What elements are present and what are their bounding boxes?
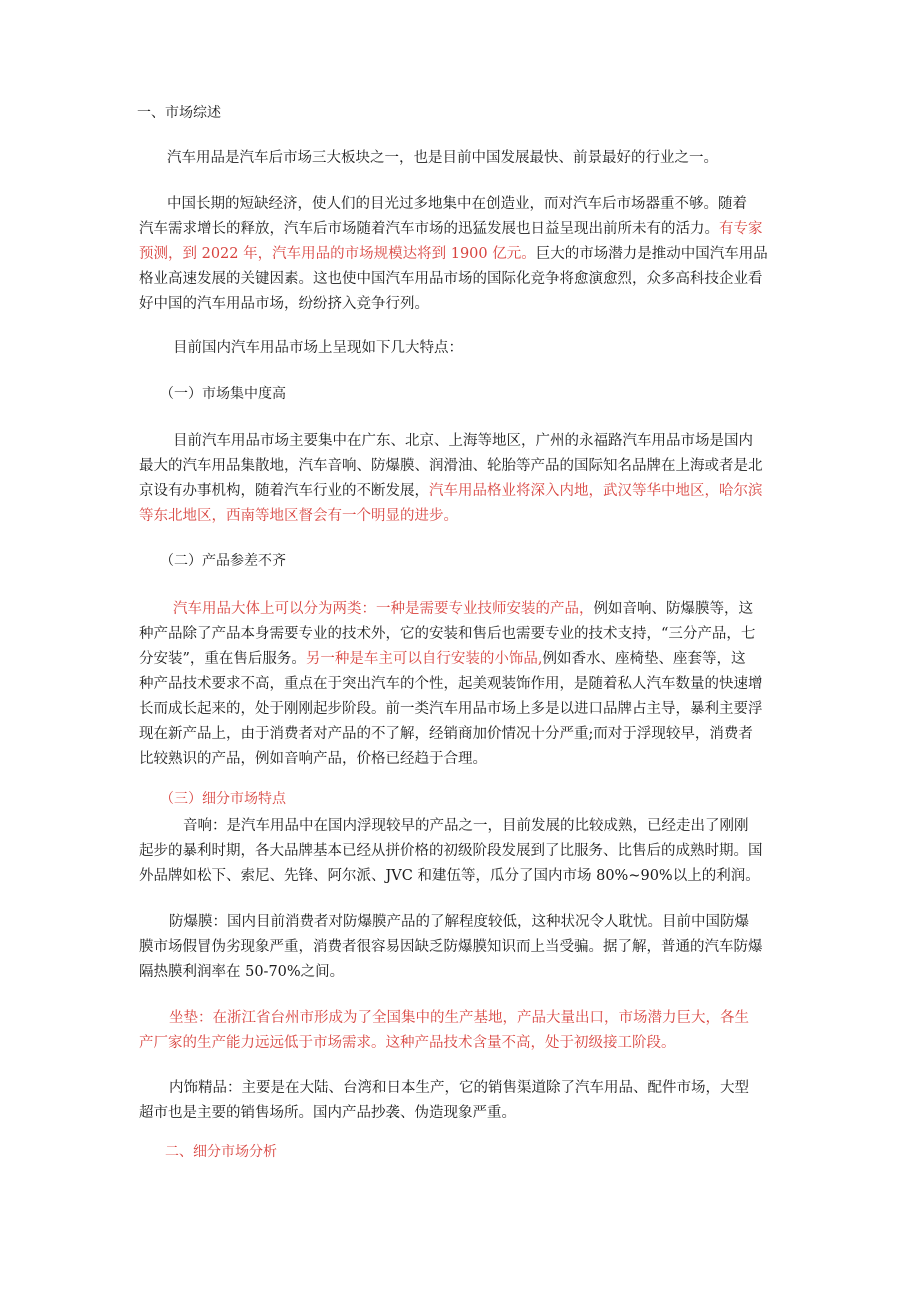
highlight-text: 汽车用品大体上可以分为两类：一种是需要专业技师安装的产品， bbox=[173, 601, 594, 617]
paragraph-line bbox=[139, 242, 799, 267]
paragraph-line: 防爆膜：国内目前消费者对防爆膜产品的了解程度较低，这种状况令人耽忧。目前中国防爆 bbox=[169, 914, 749, 930]
paragraph-line: 中国长期的短缺经济，使人们的目光过多地集中在创造业，而对汽车后市场器重不够。随着 bbox=[167, 196, 747, 212]
paragraph-line: 超市也是主要的销售场所。国内产品抄袭、伪造现象严重。 bbox=[139, 1105, 516, 1121]
paragraph-line bbox=[139, 479, 799, 504]
section-2-heading: 二、细分市场分析 bbox=[165, 1144, 277, 1160]
paragraph-text: 例如音响、防爆膜等，这 bbox=[593, 601, 753, 617]
highlight-line: 产厂家的生产能力远远低于市场需求。这种产品技术含量不高，处于初级接工阶段。 bbox=[139, 1035, 676, 1051]
highlight-line: 坐垫：在浙江省台州市形成为了全国集中的生产基地，产品大量出口，市场潜力巨大，各生 bbox=[169, 1010, 749, 1026]
highlight-text: 预测，到 2022 年，汽车用品的市场规模达将到 1900 亿元。 bbox=[139, 246, 536, 262]
paragraph-line: 起步的暴利时期，各大品牌基本已经从拼价格的初级阶段发展到了比服务、比售后的成熟时期。国 bbox=[139, 843, 763, 859]
paragraph-line bbox=[139, 647, 799, 672]
paragraph-line: 比较熟识的产品，例如音响产品，价格已经趋于合理。 bbox=[139, 751, 487, 767]
paragraph-line: 内饰精品：主要是在大陆、台湾和日本生产，它的销售渠道除了汽车用品、配件市场，大型 bbox=[169, 1080, 749, 1096]
paragraph-line: 种产品技术要求不高，重点在于突出汽车的个性，起美观装饰作用，是随着私人汽车数量的快速增 bbox=[139, 676, 763, 692]
highlight-text: 另一种是车主可以自行安装的小饰品, bbox=[305, 651, 543, 667]
paragraph-line: 目前汽车用品市场主要集中在广东、北京、上海等地区，广州的永福路汽车用品市场是国内 bbox=[173, 433, 753, 449]
paragraph-text: 例如香水、座椅垫、座套等，这 bbox=[542, 651, 746, 667]
paragraph-line: 隔热膜利润率在 50-70%之间。 bbox=[139, 964, 345, 980]
section-1-heading: 一、市场综述 bbox=[137, 105, 221, 121]
paragraph-line: 好中国的汽车用品市场，纷纷挤入竞争行列。 bbox=[139, 296, 429, 312]
highlight-text: 有专家 bbox=[719, 221, 763, 237]
paragraph-line: 长而成长起来的，处于刚刚起步阶段。前一类汽车用品市场上多是以进口品牌占主导，暴利主要浮 bbox=[139, 701, 763, 717]
paragraph-line bbox=[139, 217, 799, 242]
features-intro: 目前国内汽车用品市场上呈现如下几大特点： bbox=[173, 340, 463, 356]
paragraph-line: 外品牌如松下、索尼、先锋、阿尔派、JVC 和建伍等，瓜分了国内市场 80%~90%以上的利润。 bbox=[139, 868, 760, 884]
paragraph-line: 膜市场假冒伪劣现象严重，消费者很容易因缺乏防爆膜知识而上当受骗。据了解，普通的汽车防爆 bbox=[139, 939, 763, 955]
paragraph-line: 最大的汽车用品集散地，汽车音响、防爆膜、润滑油、轮胎等产品的国际知名品牌在上海或者是北 bbox=[139, 458, 763, 474]
feature-1-heading: （一）市场集中度高 bbox=[160, 386, 286, 402]
paragraph-line: 音响：是汽车用品中在国内浮现较早的产品之一，目前发展的比较成熟，已经走出了刚刚 bbox=[183, 818, 749, 834]
paragraph-line: 现在新产品上，由于消费者对产品的不了解，经销商加价情况十分严重;而对于浮现较早，消费者 bbox=[139, 726, 753, 742]
paragraph-line bbox=[173, 597, 833, 622]
paragraph-line: 种产品除了产品本身需要专业的技术外，它的安装和售后也需要专业的技术支持，“三分产品，七 bbox=[139, 626, 756, 642]
paragraph-line: 格业高速发展的关键因素。这也使中国汽车用品市场的国际化竞争将愈演愈烈，众多高科技企业看 bbox=[139, 271, 763, 287]
feature-2-heading: （二）产品参差不齐 bbox=[160, 553, 286, 569]
highlight-line: 等东北地区，西南等地区督会有一个明显的进步。 bbox=[139, 508, 458, 524]
feature-3-heading: （三）细分市场特点 bbox=[160, 791, 286, 807]
paragraph-text: 京设有办事机构，随着汽车行业的不断发展， bbox=[139, 483, 429, 499]
paragraph-text: 汽车需求增长的释放，汽车后市场随着汽车市场的迅猛发展也日益呈现出前所未有的活力。 bbox=[139, 221, 719, 237]
paragraph-text: 分安装”，重在售后服务。 bbox=[139, 651, 306, 667]
paragraph-text: 巨大的市场潜力是推动中国汽车用品 bbox=[535, 246, 768, 262]
highlight-text: 汽车用品格业将深入内地，武汉等华中地区，哈尔滨 bbox=[429, 483, 763, 499]
intro-paragraph: 汽车用品是汽车后市场三大板块之一，也是目前中国发展最快、前景最好的行业之一。 bbox=[167, 150, 718, 166]
